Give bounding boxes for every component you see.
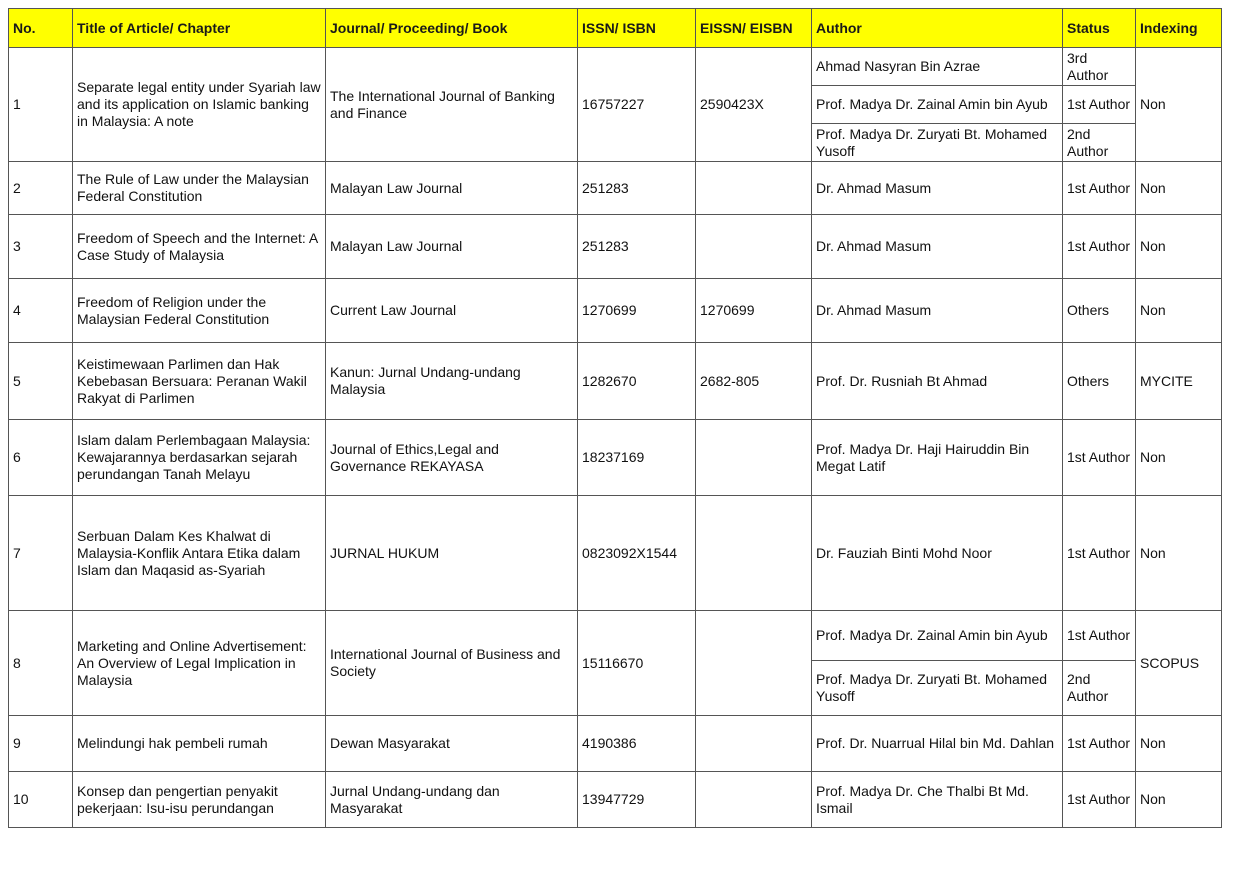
row-number: 3 xyxy=(9,215,73,279)
row-number: 5 xyxy=(9,343,73,420)
table-row xyxy=(9,611,1222,661)
eissn-value xyxy=(696,716,812,772)
table-body xyxy=(9,48,1222,828)
eissn-value xyxy=(696,772,812,828)
article-title: Separate legal entity under Syariah law and its application on Islamic banking in Malaysia: A note xyxy=(73,48,326,162)
publications-table xyxy=(8,8,1222,828)
indexing-value: MYCITE xyxy=(1136,343,1222,420)
author-status: Others xyxy=(1063,343,1136,420)
author-name: Ahmad Nasyran Bin Azrae xyxy=(812,48,1063,86)
indexing-value: Non xyxy=(1136,279,1222,343)
row-number: 10 xyxy=(9,772,73,828)
eissn-value: 2682-805 xyxy=(696,343,812,420)
header-journal: Journal/ Proceeding/ Book xyxy=(326,9,578,48)
issn-value: 1270699 xyxy=(578,279,696,343)
author-name: Prof. Madya Dr. Haji Hairuddin Bin Megat Latif xyxy=(812,420,1063,496)
table-row xyxy=(9,162,1222,215)
table-row xyxy=(9,343,1222,420)
row-number: 4 xyxy=(9,279,73,343)
journal-name: Malayan Law Journal xyxy=(326,162,578,215)
indexing-value: SCOPUS xyxy=(1136,611,1222,716)
table-row xyxy=(9,496,1222,611)
issn-value: 0823092X1544 xyxy=(578,496,696,611)
issn-value: 13947729 xyxy=(578,772,696,828)
author-name: Prof. Dr. Rusniah Bt Ahmad xyxy=(812,343,1063,420)
journal-name: Malayan Law Journal xyxy=(326,215,578,279)
journal-name: The International Journal of Banking and Finance xyxy=(326,48,578,162)
row-number: 8 xyxy=(9,611,73,716)
header-author: Author xyxy=(812,9,1063,48)
author-status: 2nd Author xyxy=(1063,124,1136,162)
journal-name: Journal of Ethics,Legal and Governance REKAYASA xyxy=(326,420,578,496)
author-name: Prof. Madya Dr. Zuryati Bt. Mohamed Yusoff xyxy=(812,124,1063,162)
author-status: 3rd Author xyxy=(1063,48,1136,86)
row-number: 6 xyxy=(9,420,73,496)
row-number: 1 xyxy=(9,48,73,162)
author-name: Prof. Madya Dr. Zainal Amin bin Ayub xyxy=(812,611,1063,661)
author-status: 1st Author xyxy=(1063,611,1136,661)
journal-name: Jurnal Undang-undang dan Masyarakat xyxy=(326,772,578,828)
author-status: 1st Author xyxy=(1063,215,1136,279)
author-status: 2nd Author xyxy=(1063,661,1136,716)
article-title: Freedom of Religion under the Malaysian Federal Constitution xyxy=(73,279,326,343)
author-status: Others xyxy=(1063,279,1136,343)
journal-name: Current Law Journal xyxy=(326,279,578,343)
issn-value: 4190386 xyxy=(578,716,696,772)
author-status: 1st Author xyxy=(1063,716,1136,772)
article-title: Marketing and Online Advertisement: An Overview of Legal Implication in Malaysia xyxy=(73,611,326,716)
eissn-value xyxy=(696,611,812,716)
author-status: 1st Author xyxy=(1063,162,1136,215)
issn-value: 251283 xyxy=(578,162,696,215)
author-name: Prof. Dr. Nuarrual Hilal bin Md. Dahlan xyxy=(812,716,1063,772)
author-status: 1st Author xyxy=(1063,496,1136,611)
author-name: Dr. Fauziah Binti Mohd Noor xyxy=(812,496,1063,611)
header-issn: ISSN/ ISBN xyxy=(578,9,696,48)
indexing-value: Non xyxy=(1136,420,1222,496)
article-title: Konsep dan pengertian penyakit pekerjaan: Isu-isu perundangan xyxy=(73,772,326,828)
author-status: 1st Author xyxy=(1063,420,1136,496)
author-status: 1st Author xyxy=(1063,86,1136,124)
eissn-value: 2590423X xyxy=(696,48,812,162)
journal-name: International Journal of Business and Society xyxy=(326,611,578,716)
table-row xyxy=(9,716,1222,772)
indexing-value: Non xyxy=(1136,716,1222,772)
issn-value: 15116670 xyxy=(578,611,696,716)
article-title: Serbuan Dalam Kes Khalwat di Malaysia-Konflik Antara Etika dalam Islam dan Maqasid as-Syariah xyxy=(73,496,326,611)
article-title: Freedom of Speech and the Internet: A Case Study of Malaysia xyxy=(73,215,326,279)
indexing-value: Non xyxy=(1136,48,1222,162)
issn-value: 1282670 xyxy=(578,343,696,420)
row-number: 9 xyxy=(9,716,73,772)
author-name: Prof. Madya Dr. Zuryati Bt. Mohamed Yusoff xyxy=(812,661,1063,716)
indexing-value: Non xyxy=(1136,162,1222,215)
header-no: No. xyxy=(9,9,73,48)
row-number: 2 xyxy=(9,162,73,215)
header-title: Title of Article/ Chapter xyxy=(73,9,326,48)
journal-name: JURNAL HUKUM xyxy=(326,496,578,611)
indexing-value: Non xyxy=(1136,772,1222,828)
indexing-value: Non xyxy=(1136,496,1222,611)
header-indexing: Indexing xyxy=(1136,9,1222,48)
issn-value: 18237169 xyxy=(578,420,696,496)
journal-name: Dewan Masyarakat xyxy=(326,716,578,772)
table-row xyxy=(9,48,1222,86)
header-status: Status xyxy=(1063,9,1136,48)
indexing-value: Non xyxy=(1136,215,1222,279)
author-status: 1st Author xyxy=(1063,772,1136,828)
header-row xyxy=(9,9,1222,48)
article-title: Islam dalam Perlembagaan Malaysia: Kewajarannya berdasarkan sejarah perundangan Tanah Melayu xyxy=(73,420,326,496)
table-row xyxy=(9,215,1222,279)
header-eissn: EISSN/ EISBN xyxy=(696,9,812,48)
author-name: Prof. Madya Dr. Che Thalbi Bt Md. Ismail xyxy=(812,772,1063,828)
eissn-value xyxy=(696,215,812,279)
table-row xyxy=(9,420,1222,496)
journal-name: Kanun: Jurnal Undang-undang Malaysia xyxy=(326,343,578,420)
author-name: Dr. Ahmad Masum xyxy=(812,279,1063,343)
eissn-value xyxy=(696,162,812,215)
eissn-value: 1270699 xyxy=(696,279,812,343)
issn-value: 251283 xyxy=(578,215,696,279)
article-title: The Rule of Law under the Malaysian Federal Constitution xyxy=(73,162,326,215)
issn-value: 16757227 xyxy=(578,48,696,162)
eissn-value xyxy=(696,420,812,496)
author-name: Dr. Ahmad Masum xyxy=(812,162,1063,215)
table-row xyxy=(9,279,1222,343)
author-name: Prof. Madya Dr. Zainal Amin bin Ayub xyxy=(812,86,1063,124)
row-number: 7 xyxy=(9,496,73,611)
eissn-value xyxy=(696,496,812,611)
table-row xyxy=(9,772,1222,828)
author-name: Dr. Ahmad Masum xyxy=(812,215,1063,279)
article-title: Keistimewaan Parlimen dan Hak Kebebasan Bersuara: Peranan Wakil Rakyat di Parlimen xyxy=(73,343,326,420)
article-title: Melindungi hak pembeli rumah xyxy=(73,716,326,772)
